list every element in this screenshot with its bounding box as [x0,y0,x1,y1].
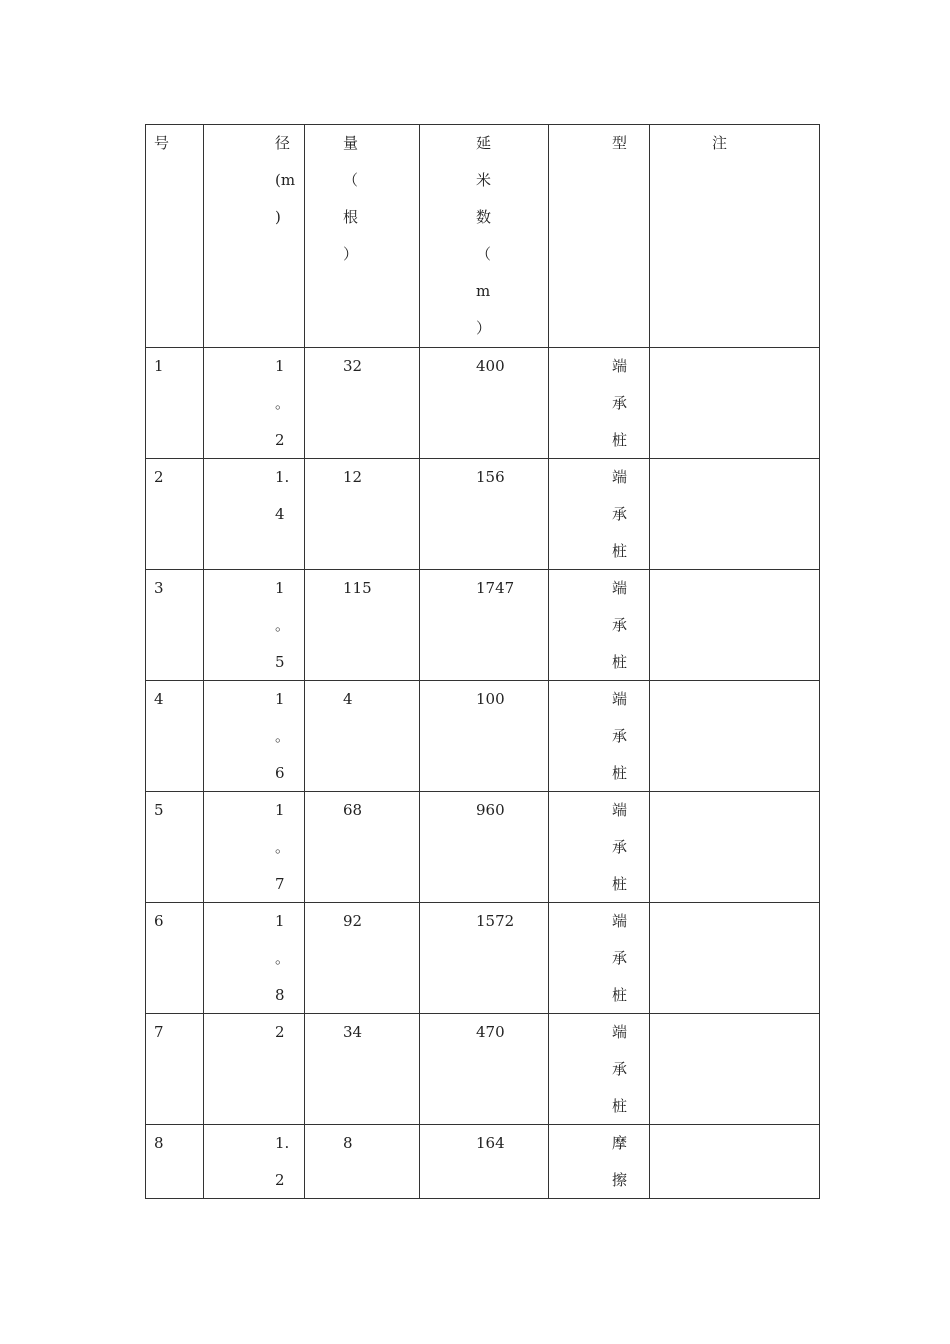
cell-number [146,348,204,459]
cell-length [420,570,549,681]
cell-quantity-text: 92 [343,912,363,930]
cell-quantity [305,1125,420,1199]
cell-line: 5 [275,653,285,671]
cell-type-text [612,570,627,681]
cell-type [549,903,650,1014]
cell-line: 。 [275,727,291,745]
cell-number-text: 2 [154,468,164,486]
cell-line: 1. [275,1134,290,1152]
cell-line: 桩 [612,875,628,893]
cell-line: 端 [612,579,628,597]
cell-number [146,570,204,681]
cell-note [650,681,820,792]
cell-diameter-text [275,681,290,792]
cell-length-text: 1572 [476,912,515,930]
cell-number-text: 8 [154,1134,164,1152]
cell-type [549,570,650,681]
cell-note [650,1014,820,1125]
table-row [146,570,820,681]
cell-quantity [305,570,420,681]
cell-number-text: 7 [154,1023,164,1041]
cell-quantity-text: 32 [343,357,363,375]
cell-line: 1 [275,357,285,375]
cell-diameter [204,903,305,1014]
cell-diameter [204,792,305,903]
cell-line: 承 [612,1060,628,1078]
cell-line: 桩 [612,431,628,449]
cell-length [420,792,549,903]
cell-line: 径 [275,134,291,152]
cell-diameter-text [275,1125,289,1199]
cell-note [650,348,820,459]
header-cell-quantity [305,125,420,348]
cell-line: 1. [275,468,290,486]
table-row [146,459,820,570]
cell-number [146,1125,204,1199]
cell-line: ） [343,245,359,263]
cell-line: 7 [275,875,285,893]
cell-type [549,1014,650,1125]
cell-line: 米 [476,171,492,189]
cell-line: 1 [275,690,285,708]
cell-type [549,1125,650,1199]
cell-quantity-text: 68 [343,801,363,819]
cell-line: ） [476,319,492,337]
cell-length-text: 156 [476,468,505,486]
cell-line: 8 [275,986,285,1004]
cell-line: 注 [712,134,728,152]
cell-length [420,459,549,570]
cell-diameter-text [275,1014,285,1051]
cell-type-text [612,1014,627,1125]
cell-number [146,1014,204,1125]
cell-length-text: 400 [476,357,505,375]
cell-note [650,903,820,1014]
cell-line: 6 [275,764,285,782]
cell-note [650,459,820,570]
cell-diameter [204,348,305,459]
cell-type-text [612,1125,627,1199]
cell-line: 擦 [612,1171,628,1189]
cell-number [146,681,204,792]
cell-line: 承 [612,616,628,634]
pile-table [145,124,820,1199]
cell-diameter [204,459,305,570]
cell-line: 1 [275,912,285,930]
cell-diameter-text [275,348,290,459]
cell-line: 2 [275,431,285,449]
cell-line: 桩 [612,764,628,782]
cell-diameter [204,1125,305,1199]
cell-type-text [612,681,627,792]
cell-length-text: 470 [476,1023,505,1041]
cell-line: m [476,282,491,300]
cell-type-text [612,792,627,903]
cell-note [650,792,820,903]
cell-line: 1 [275,801,285,819]
cell-line: 4 [275,505,285,523]
cell-line: 数 [476,208,492,226]
cell-diameter-text [275,903,290,1014]
cell-type [549,681,650,792]
header-cell-note [650,125,820,348]
table-row [146,903,820,1014]
header-cell-length [420,125,549,348]
cell-diameter [204,1014,305,1125]
pile-table-container [145,124,819,1199]
cell-line: （ [343,171,359,189]
header-cell-number [146,125,204,348]
cell-type-text [612,459,627,570]
table-row [146,681,820,792]
cell-number [146,459,204,570]
cell-length-text: 1747 [476,579,515,597]
cell-length-text: 960 [476,801,505,819]
cell-line: 承 [612,949,628,967]
cell-number [146,792,204,903]
cell-line: ) [275,208,281,226]
cell-length [420,348,549,459]
cell-number [146,903,204,1014]
table-row [146,348,820,459]
cell-line: 端 [612,468,628,486]
cell-line: 量 [343,134,359,152]
cell-number-text: 6 [154,912,164,930]
cell-number-text: 5 [154,801,164,819]
cell-length-text: 164 [476,1134,505,1152]
cell-quantity-text: 8 [343,1134,353,1152]
cell-quantity [305,459,420,570]
cell-quantity-text: 4 [343,690,353,708]
cell-line: 根 [343,208,359,226]
cell-number-text: 1 [154,357,164,375]
cell-length [420,1014,549,1125]
cell-line: (m [275,171,296,189]
cell-type [549,348,650,459]
cell-quantity [305,348,420,459]
cell-line: 摩 [612,1134,628,1152]
table-header-row [146,125,820,348]
table-row [146,1014,820,1125]
cell-diameter [204,681,305,792]
cell-line: 型 [612,134,628,152]
cell-line: 号 [154,134,170,152]
cell-diameter-text [275,792,290,903]
cell-line: 桩 [612,1097,628,1115]
cell-line: 端 [612,912,628,930]
cell-line: 。 [275,949,291,967]
cell-line: 2 [275,1023,285,1041]
cell-quantity [305,792,420,903]
table-row [146,792,820,903]
cell-quantity [305,1014,420,1125]
cell-diameter-text [275,459,289,533]
cell-line: 端 [612,690,628,708]
cell-line: 桩 [612,986,628,1004]
cell-line: （ [476,245,492,263]
cell-quantity-text: 12 [343,468,363,486]
cell-line: 承 [612,394,628,412]
cell-diameter [204,570,305,681]
cell-type [549,792,650,903]
cell-note [650,570,820,681]
cell-number-text: 3 [154,579,164,597]
cell-diameter-text [275,570,290,681]
cell-line: 2 [275,1171,285,1189]
cell-line: 承 [612,505,628,523]
header-cell-type [549,125,650,348]
cell-note [650,1125,820,1199]
cell-type [549,459,650,570]
cell-line: 。 [275,394,291,412]
cell-number-text: 4 [154,690,164,708]
cell-quantity-text: 115 [343,579,372,597]
cell-line: 承 [612,727,628,745]
cell-line: 。 [275,616,291,634]
cell-quantity [305,903,420,1014]
cell-length [420,681,549,792]
cell-line: 端 [612,1023,628,1041]
cell-line: 延 [476,134,492,152]
cell-type-text [612,903,627,1014]
header-cell-diameter [204,125,305,348]
cell-line: 端 [612,357,628,375]
cell-quantity-text: 34 [343,1023,363,1041]
cell-line: 桩 [612,542,628,560]
cell-length [420,1125,549,1199]
cell-line: 端 [612,801,628,819]
cell-quantity [305,681,420,792]
cell-type-text [612,348,627,459]
cell-length-text: 100 [476,690,505,708]
cell-line: 桩 [612,653,628,671]
cell-line: 1 [275,579,285,597]
cell-line: 承 [612,838,628,856]
table-row [146,1125,820,1199]
cell-length [420,903,549,1014]
cell-line: 。 [275,838,291,856]
